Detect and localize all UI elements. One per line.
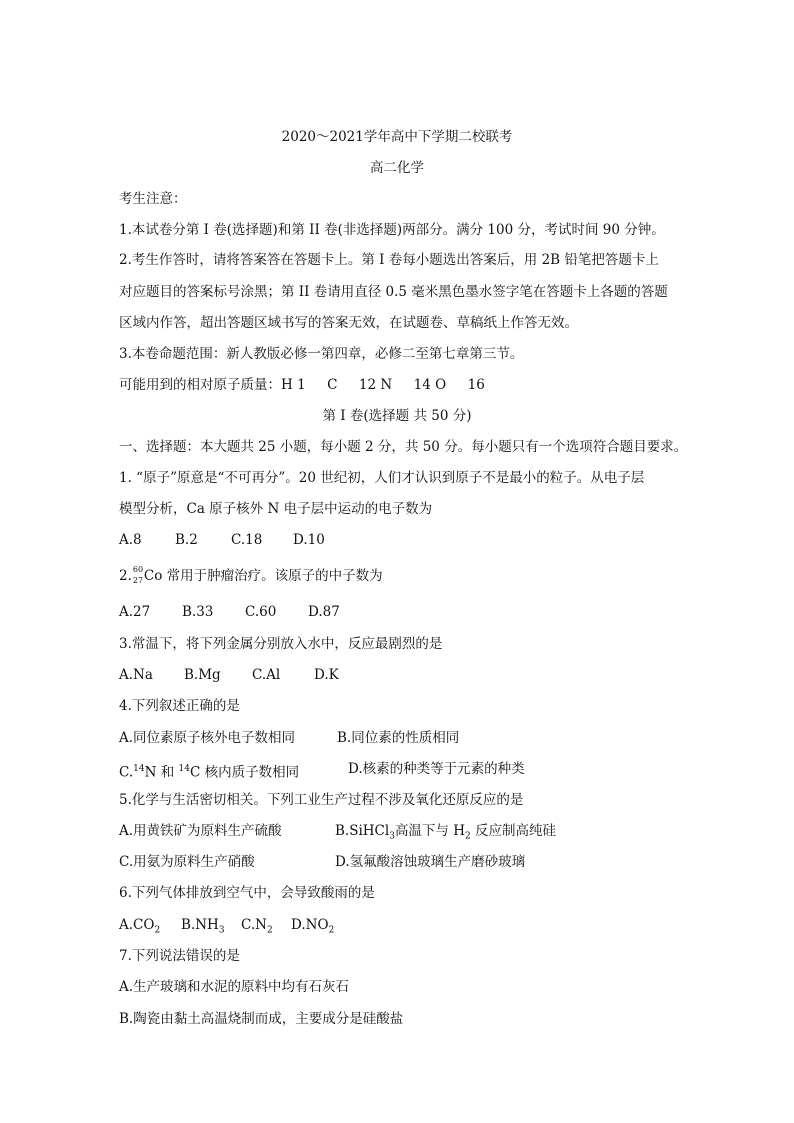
option-d: D.87 <box>308 604 340 620</box>
option-c <box>241 916 291 940</box>
question-4-option-d: D.核素的种类等于元素的种类 <box>348 761 525 777</box>
option-text: C 核内质子数相同 <box>189 764 300 781</box>
option-text: 反应制高纯硅 <box>470 823 557 839</box>
atomic-masses: 可能用到的相对原子质量：H 1 C 12 N 14 O 16 <box>119 377 485 393</box>
subscript: 2 <box>465 831 471 842</box>
notice-item-1: 1.本试卷分第 I 卷(选择题)和第 II 卷(非选择题)两部分。满分 100 分，考试时间 90 分钟。 <box>119 222 665 238</box>
option-text: C.N <box>241 917 267 933</box>
subscript: 3 <box>218 925 225 936</box>
question-5-option-a: A.用黄铁矿为原料生产硫酸 <box>119 823 282 839</box>
option-text: 高温下与 H <box>394 823 466 839</box>
option-c: C.18 <box>231 532 263 548</box>
mass-number: 14 <box>133 764 145 774</box>
question-1-stem-line-1: 1. “原子”原意是“不可再分”。20 世纪初，人们才认识到原子不是最小的粒子。从电子层 <box>119 470 645 486</box>
notice-item-2-line-2: 对应题目的答案标号涂黑；第 II 卷请用直径 0.5 毫米黑色墨水签字笔在答题卡上各题的答题 <box>119 284 668 300</box>
nuclide-notation <box>132 567 144 585</box>
question-1-stem-line-2: 模型分析，Ca 原子核外 N 电子层中运动的电子数为 <box>119 501 433 517</box>
option-text: B.SiHCl <box>335 823 390 839</box>
section-1-instruction: 一、选择题：本大题共 25 小题，每小题 2 分，共 50 分。每小题只有一个选项符合题目要求。 <box>119 439 688 455</box>
question-7-option-a: A.生产玻璃和水泥的原料中均有石灰石 <box>119 979 350 995</box>
option-b <box>181 916 241 940</box>
question-7-option-b: B.陶瓷由黏土高温烧制而成，主要成分是硅酸盐 <box>119 1011 404 1027</box>
question-5-option-d: D.氢氟酸溶蚀玻璃生产磨砂玻璃 <box>335 854 526 870</box>
question-6-stem: 6.下列气体排放到空气中，会导致酸雨的是 <box>119 885 375 901</box>
element-symbol: Co <box>143 568 163 584</box>
question-5-stem: 5.化学与生活密切相关。下列工业生产过程不涉及氧化还原反应的是 <box>119 792 524 808</box>
option-d: D.K <box>314 667 339 683</box>
question-4-option-b: B.同位素的性质相同 <box>337 730 460 746</box>
question-3-stem: 3.常温下，将下列金属分别放入水中，反应最剧烈的是 <box>119 636 443 652</box>
question-5-option-b <box>335 822 556 846</box>
option-b: B.2 <box>175 532 198 548</box>
mass-number: 14 <box>178 764 190 774</box>
option-a: A.8 <box>119 532 142 548</box>
question-7-stem: 7.下列说法错误的是 <box>119 948 240 964</box>
option-text: B.NH <box>181 917 219 933</box>
option-a: A.Na <box>119 667 153 683</box>
option-d <box>291 916 334 940</box>
section-1-title: 第 I 卷(选择题 共 50 分) <box>322 408 472 424</box>
notice-item-2-line-3: 区域内作答，超出答题区域书写的答案无效，在试题卷、草稿纸上作答无效。 <box>119 315 578 331</box>
subscript: 2 <box>266 925 273 936</box>
option-text: A.CO <box>119 917 155 933</box>
subscript: 3 <box>389 831 395 842</box>
question-number: 2. <box>119 568 132 584</box>
option-c: C.60 <box>245 604 277 620</box>
question-1-options <box>119 531 325 549</box>
subscript: 2 <box>154 925 161 936</box>
option-a: A.27 <box>119 604 151 620</box>
notice-item-2-line-1: 2.考生作答时，请将答案答在答题卡上。第 I 卷每小题选出答案后，用 2B 铅笔把答题卡上 <box>119 252 659 268</box>
subject-title: 高二化学 <box>370 160 424 176</box>
option-b: B.33 <box>182 604 214 620</box>
mass-number: 60 <box>132 565 144 574</box>
question-text: 常用于肿瘤治疗。该原子的中子数为 <box>162 568 383 584</box>
option-label: C. <box>119 764 134 781</box>
atomic-number: 27 <box>132 576 144 585</box>
option-text: N 和 <box>144 764 179 781</box>
option-a <box>119 916 181 940</box>
option-c: C.Al <box>252 667 281 683</box>
question-2-stem <box>119 567 383 585</box>
option-text: D.NO <box>291 917 329 933</box>
question-5-option-c: C.用氨为原料生产硝酸 <box>119 854 255 870</box>
question-2-options <box>119 603 340 621</box>
notice-heading: 考生注意： <box>119 191 187 207</box>
option-d: D.10 <box>293 532 325 548</box>
question-4-stem: 4.下列叙述正确的是 <box>119 698 240 714</box>
question-6-options <box>119 916 334 940</box>
question-4-option-a: A.同位素原子核外电子数相同 <box>119 730 296 746</box>
question-4-option-c <box>119 760 299 782</box>
subscript: 2 <box>328 925 335 936</box>
option-b: B.Mg <box>184 667 221 683</box>
exam-title: 2020～2021学年高中下学期二校联考 <box>281 129 513 145</box>
notice-item-3: 3.本卷命题范围：新人教版必修一第四章，必修二至第七章第三节。 <box>119 346 524 362</box>
question-3-options <box>119 666 339 684</box>
